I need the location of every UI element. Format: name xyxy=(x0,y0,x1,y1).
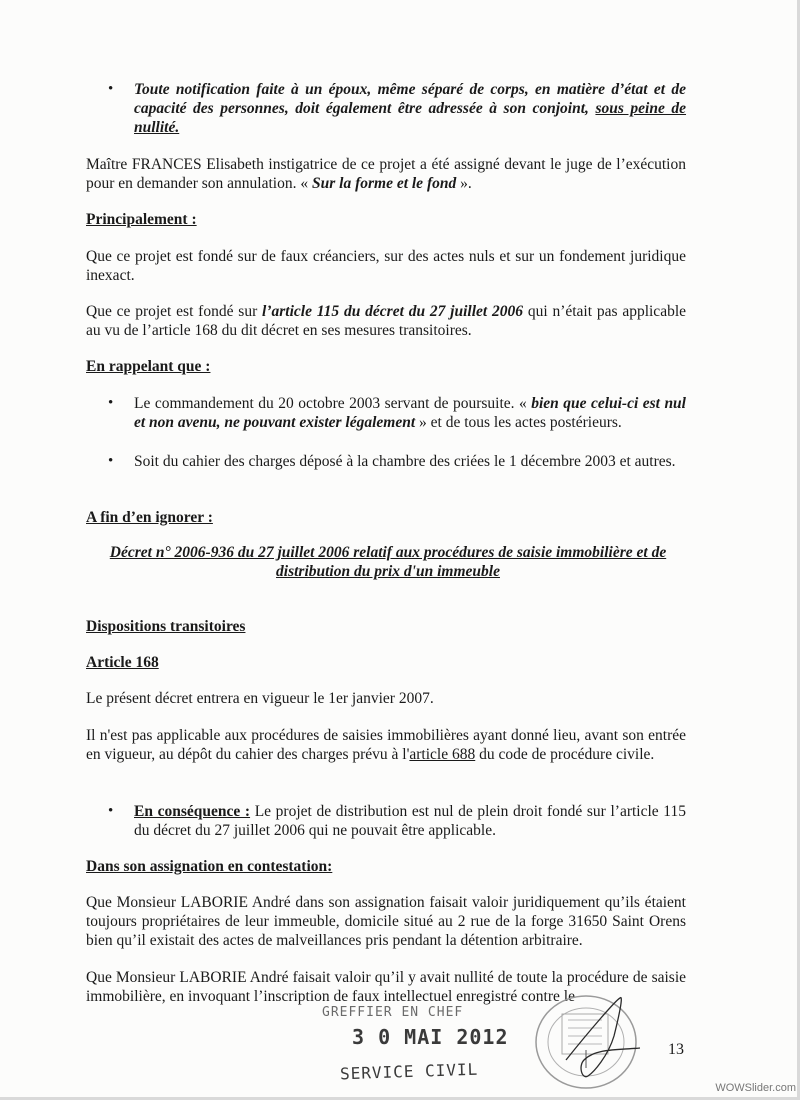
heading-assignation: Dans son assignation en contestation: xyxy=(86,858,333,875)
laborie-paragraph-2: Que Monsieur LABORIE André faisait valoir qu’il y avait nullité de toute la procédure de saisie immobilière, en invoquant l’inscription de faux intellectuel enregistré contre le xyxy=(86,969,686,1005)
bullet-marker: • xyxy=(108,395,114,411)
article-688-link[interactable]: article 688 xyxy=(409,746,476,763)
commandement-end: » et de tous les actes postérieurs. xyxy=(415,414,622,431)
applicable-paragraph xyxy=(86,726,686,764)
article-115-paragraph xyxy=(86,302,686,340)
commandement-start: Le commandement du 20 octobre 2003 servant de poursuite. « xyxy=(134,395,532,412)
notification-underlined: sous peine de nullité. xyxy=(134,100,687,136)
notification-text: Toute notification faite à un époux, même séparé de corps, en matière d’état et de capacité des personnes, doit également être adressée à son conjoint, xyxy=(134,81,686,117)
watermark-label: WOWSlider.com xyxy=(715,1082,796,1094)
commandement-emphasis: bien que celui-ci est nul et non avenu, ne pouvant exister légalement xyxy=(134,395,686,431)
stamp-service-civil: SERVICE CIVIL xyxy=(339,1059,479,1084)
frances-end: ». xyxy=(456,175,472,192)
frances-text: Maître FRANCES Elisabeth instigatrice de ce projet a été assigné devant le juge de l’exécution pour en demander son annulation. « xyxy=(86,156,686,192)
heading-principalement: Principalement : xyxy=(86,211,197,228)
commandement-paragraph xyxy=(134,394,686,432)
consequence-paragraph xyxy=(134,802,686,840)
frances-emphasis: Sur la forme et le fond xyxy=(311,175,457,192)
official-seal-icon xyxy=(520,990,642,1090)
article-115-emphasis: l’article 115 du décret du 27 juillet 2006 xyxy=(262,303,524,320)
article-115-end: qui n’était pas applicable au vu de l’article 168 du dit décret en ses mesures transitoires. xyxy=(86,303,687,339)
consequence-label: En conséquence : xyxy=(134,803,251,820)
article-115-start: Que ce projet est fondé sur xyxy=(86,303,263,320)
bullet-marker: • xyxy=(108,453,114,469)
heading-dispositions: Dispositions transitoires xyxy=(86,618,246,635)
heading-article-168: Article 168 xyxy=(86,654,159,671)
consequence-text: Le projet de distribution est nul de plein droit fondé sur l’article 115 du décret du 27 juillet 2006 qui ne pouvait être applicable. xyxy=(134,803,686,839)
bullet-marker: • xyxy=(108,803,114,819)
bullet-marker: • xyxy=(108,81,114,97)
applicable-start: Il n'est pas applicable aux procédures de saisies immobilières ayant donné lieu, avant son entrée en vigueur, au dépôt du cahier des charges prévu à l' xyxy=(86,727,686,763)
frances-paragraph xyxy=(86,155,686,193)
page-number: 13 xyxy=(668,1041,684,1058)
notification-paragraph xyxy=(134,80,686,137)
cahier-paragraph: Soit du cahier des charges déposé à la chambre des criées le 1 décembre 2003 et autres. xyxy=(134,453,676,470)
applicable-end: du code de procédure civile. xyxy=(475,746,655,763)
decret-title: Décret n° 2006-936 du 27 juillet 2006 relatif aux procédures de saisie immobilière et de distribution du prix d'un immeuble xyxy=(109,544,667,580)
laborie-paragraph-1: Que Monsieur LABORIE André dans son assignation faisait valoir juridiquement qu’ils étaient toujours propriétaires de leur immeuble, domicile situé au 2 rue de la forge 31650 Saint Orens bien qu’il existait des actes de malveillances pris pendant la détention arbitraire. xyxy=(86,894,686,949)
heading-rappelant: En rappelant que : xyxy=(86,358,211,375)
vigueur-paragraph: Le présent décret entrera en vigueur le 1er janvier 2007. xyxy=(86,690,434,707)
projet-paragraph: Que ce projet est fondé sur de faux créanciers, sur des actes nuls et sur un fondement juridique inexact. xyxy=(86,248,686,284)
heading-ignorer: A fin d’en ignorer : xyxy=(86,509,213,526)
stamp-date: 3 0 MAI 2012 xyxy=(352,1025,509,1049)
stamp-greffier: GREFFIER EN CHEF xyxy=(322,1005,464,1020)
